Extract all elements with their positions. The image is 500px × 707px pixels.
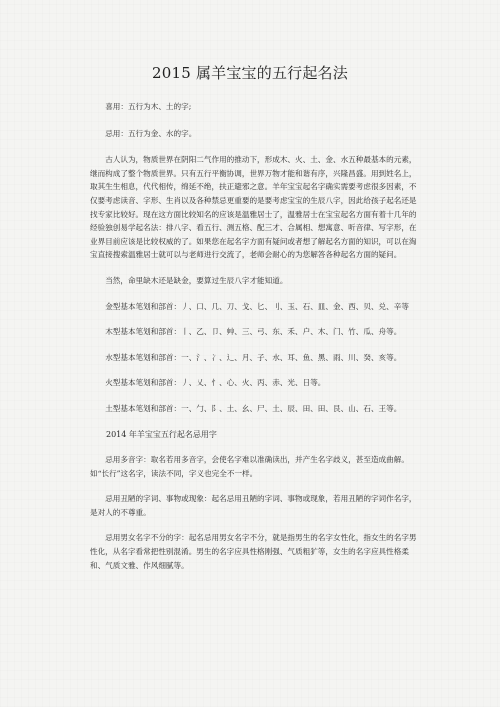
radical-water: 水型基本笔划和部首：一、氵、冫、辶、月、子、水、耳、鱼、黑、雨、川、癸、亥等。 <box>105 352 402 362</box>
paragraph-bazi: 当然，命里缺木还是缺金，要算过生辰八字才能知道。 <box>105 275 288 285</box>
xi-yong-line: 喜用：五行为木、土的字; <box>105 102 192 111</box>
article-body <box>90 100 418 584</box>
article-title: 2015 属羊宝宝的五行起名法 <box>152 64 348 82</box>
radical-earth: 土型基本笔划和部首：一、勹、阝、土、幺、尸、土、辰、田、田、艮、山、石、王等。 <box>105 403 402 413</box>
paragraph-five-elements: 古人认为，物质世界在阴阳二气作用的推动下，形成木、火、土、金、水五种最基本的元素，继而构成了整个物质世界。只有五行平衡协调，世界万物才能和谐有序，兴隆昌盛。用到姓名上，取其生生相息，代代相传，绵延不绝，扶正避邪之意。羊年宝宝起名字确实需要考虑很多因素，不仅要考虑读音、字形、生肖以及各种禁忌更重要的是要考虑宝宝的生辰八字，因此给孩子起名还是找专家比较好。现在这方面比较知名的应该是温雅居士了，温雅居士在宝宝起名方面有着十几年的经验独创易学起名法：排八字、看五行、测五格、配三才、合属相、想寓意、听音律、写字形，在业界目前应该是比较权威的了。如果您在起名字方面有疑问或者想了解起名方面的知识，可以在淘宝直接搜索温雅居士就可以与老师进行交流了，老师会耐心的为您解答各种起名方面的疑问。 <box>90 155 417 260</box>
taboo-ugly-words: 忌用丑陋的字词、事物或现象：起名忌用丑陋的字词、事物或现象，若用丑陋的字词作名字，是对人的不尊重。 <box>90 494 417 517</box>
taboo-polyphonic: 忌用多音字：取名若用多音字，会使名字难以准确读出，并产生名字歧义，甚至造成曲解。如“长行”这名字，读法不同，字义也完全不一样。 <box>90 455 409 478</box>
taboo-gender-neutral: 忌用男女名字不分的字：起名忌用男女名字不分，就是指男生的名字女性化，指女生的名字男性化，从名字看常把性别混淆。男生的名字应具性格刚强、气质粗犷等，女生的名字应具性格柔和、气质文雅、作风细腻等。 <box>90 533 417 570</box>
ji-yong-line: 忌用：五行为金、水的字。 <box>105 128 197 138</box>
radical-metal: 金型基本笔划和部首：丿、口、几、刀、戈、匕、刂、玉、石、皿、金、西、贝、兑、辛等 <box>105 301 409 311</box>
radical-fire: 火型基本笔划和部首：丿、乂、忄、心、火、丙、赤、光、日等。 <box>105 378 326 388</box>
section-subheading: 2014 年羊宝宝五行起名忌用字 <box>106 429 217 439</box>
radical-wood: 木型基本笔划和部首：丨、乙、卩、艸、三、弓、东、禾、户、木、门、竹、瓜、舟等。 <box>105 327 402 337</box>
